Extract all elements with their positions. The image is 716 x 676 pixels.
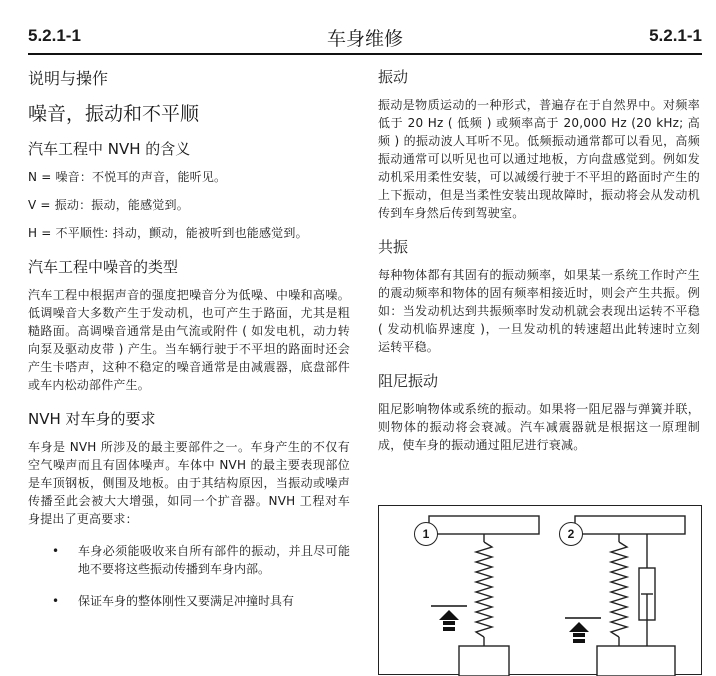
list-item: • 保证车身的整体刚性又要满足冲撞时具有 bbox=[28, 592, 350, 610]
force-arrow-1 bbox=[431, 606, 467, 631]
list-item: • 车身必须能吸收来自所有部件的振动，并且尽可能地不要将这些振动传播到车身内部。 bbox=[28, 542, 350, 578]
spring-damper-figure bbox=[378, 505, 702, 675]
left-column bbox=[28, 62, 350, 624]
section-number-left: 5.2.1-1 bbox=[28, 26, 81, 45]
header-rule bbox=[28, 53, 702, 55]
force-arrow-2 bbox=[565, 618, 601, 643]
vibration-heading: 振动 bbox=[378, 68, 409, 86]
callout-2: 2 bbox=[559, 522, 583, 546]
right-column bbox=[378, 62, 700, 454]
definition-harshness: H = 不平顺性: 抖动，颤动，能被听到也能感觉到。 bbox=[28, 226, 308, 240]
damping-heading: 阻尼振动 bbox=[378, 372, 439, 390]
category-label: 说明与操作 bbox=[28, 69, 109, 88]
vibration-paragraph: 振动是物质运动的一种形式，普遍存在于自然界中。对频率低于 20 Hz ( 低频 ) 或频率高于 20,000 Hz (20 kHz; 高频 ) 的振动波人耳听不见。低频振动通常都可以看见，高频振动通常可以听见也可以通过地板，方向盘感觉到。例如发动机采用柔性安装，可以减缓行驶于不平坦的路面时产生的上下振动，但是当柔性安装出现故障时，振动将会从发动机传到车身然后传到驾驶室。 bbox=[378, 98, 700, 220]
spring-damper-system-2 bbox=[575, 516, 685, 676]
noise-types-paragraph: 汽车工程中根据声音的强度把噪音分为低噪、中噪和高噪。低调噪音大多数产生于发动机，也可产生于路面，尤其是粗糙路面。高调噪音通常是由气流或附件 ( 如发电机，动力转向泵及驱动皮带 ) 产生。当车辆行驶于不平坦的路面时还会产生卡嗒声，这种不稳定的噪音通常是由减震器，底盘部件或车内松动部件产生。 bbox=[28, 288, 350, 392]
resonance-paragraph: 每种物体都有其固有的振动频率，如果某一系统工作时产生的震动频率和物体的固有频率相接近时，则会产生共振。例如：当发动机达到共振频率时发动机就会表现出运转不平稳 ( 发动机临界速度 )，一旦发动机的转速超出此转速时立刻运转平稳。 bbox=[378, 268, 700, 354]
requirements-list bbox=[28, 542, 350, 610]
noise-types-heading: 汽车工程中噪音的类型 bbox=[28, 258, 179, 276]
definition-vibration: V = 振动：振动，能感觉到。 bbox=[28, 198, 189, 212]
callout-1: 1 bbox=[414, 522, 438, 546]
nvh-meaning-heading: 汽车工程中 NVH 的含义 bbox=[28, 140, 191, 158]
requirements-paragraph: 车身是 NVH 所涉及的最主要部件之一。车身产生的不仅有空气噪声而且有固体噪声。车体中 NVH 的最主要表现部位是车顶钢板，侧围及地板。由于其结构原因，当振动或噪声传播至此会被大大增强，如同一个扩音器。NVH 工程对车身提出了更高要求： bbox=[28, 440, 350, 526]
page-header bbox=[28, 24, 702, 54]
definition-noise: N = 噪音：不悦耳的声音，能听见。 bbox=[28, 170, 227, 184]
damping-paragraph: 阻尼影响物体或系统的振动。如果将一阻尼器与弹簧并联，则物体的振动将会衰减。汽车减震器就是根据这一原理制成，使车身的振动通过阻尼进行衰减。 bbox=[378, 402, 700, 452]
spring-system-1 bbox=[429, 516, 539, 676]
page-title: 车身维修 bbox=[326, 28, 403, 50]
main-title: 噪音，振动和不平顺 bbox=[28, 103, 200, 125]
resonance-heading: 共振 bbox=[378, 238, 409, 256]
requirements-heading: NVH 对车身的要求 bbox=[28, 410, 156, 428]
section-number-right: 5.2.1-1 bbox=[649, 26, 702, 45]
